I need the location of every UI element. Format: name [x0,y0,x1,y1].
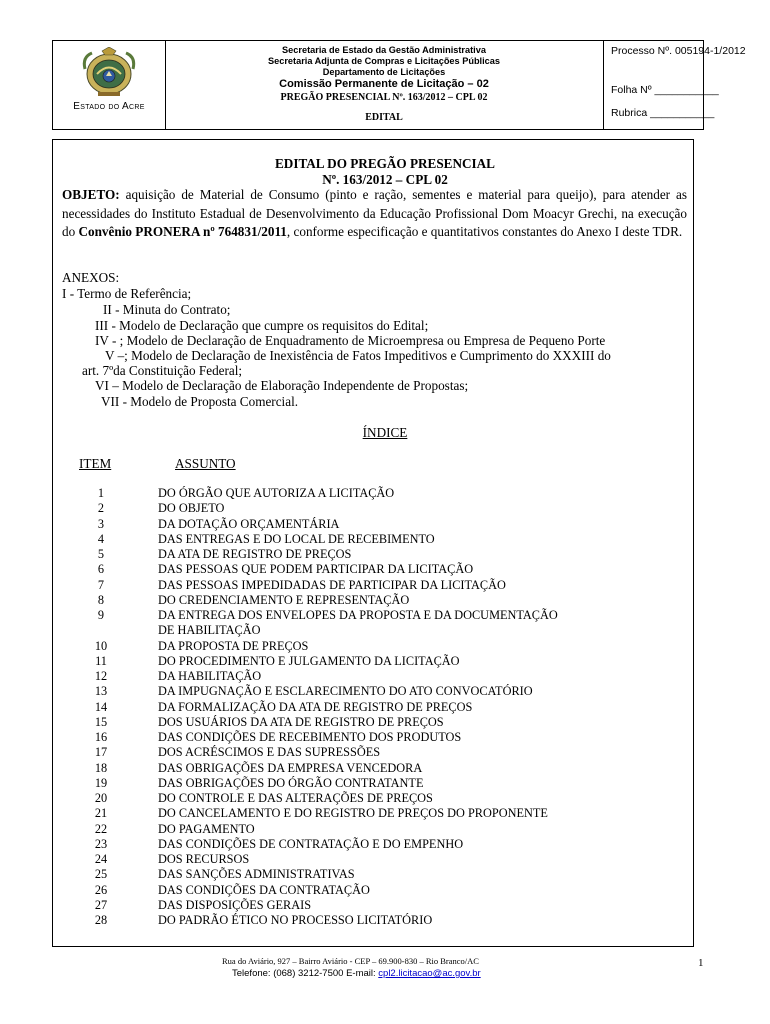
anexo-item: I - Termo de Referência; [62,286,192,301]
footer-phone: Telefone: (068) 3212-7500 E-mail: [232,968,379,979]
indice-item-number: 20 [94,791,108,805]
indice-item-number: 8 [97,592,105,607]
indice-item-subject: DAS OBRIGAÇÕES DA EMPRESA VENCEDORA [158,760,423,775]
indice-item-number: 13 [94,684,108,699]
state-coat-of-arms-logo [80,47,138,97]
indice-item-subject: DO PADRÃO ÉTICO NO PROCESSO LICITATÓRIO [158,913,433,927]
indice-item-number: 24 [94,852,108,866]
indice-item-subject: DAS CONDIÇÕES DE RECEBIMENTO DOS PRODUTOS [158,730,462,744]
anexo-item: VI – Modelo de Declaração de Elaboração Independente de Propostas; [95,378,469,393]
indice-item-subject: DOS USUÁRIOS DA ATA DE REGISTRO DE PREÇOS [158,714,444,729]
state-name-label: Estado do Acre [73,101,145,112]
indice-item-subject: DA ENTREGA DOS ENVELOPES DA PROPOSTA E DA DOCUMENTAÇÃO [158,608,558,622]
indice-item-subject: DA ATA DE REGISTRO DE PREÇOS [158,547,352,561]
indice-item-number: 7 [97,577,105,592]
indice-item-number: 25 [94,867,108,882]
indice-item-subject: DO CONTROLE E DAS ALTERAÇÕES DE PREÇOS [158,791,433,805]
indice-item-number: 10 [94,638,108,653]
indice-item-number: 19 [94,775,108,790]
header-line-comissao: Comissão Permanente de Licitação – 02 [279,78,489,90]
footer-contact [232,968,481,979]
indice-item-number: 5 [97,547,105,561]
indice-item-number: 17 [94,745,108,760]
objeto-convenio: Convênio PRONERA nº 764831/2011 [78,224,287,239]
indice-item-number: 18 [94,760,108,775]
indice-item-subject: DA DOTAÇÃO ORÇAMENTÁRIA [158,516,340,531]
indice-item-subject: DO CANCELAMENTO E DO REGISTRO DE PREÇOS DO PROPONENTE [158,806,548,821]
indice-item-subject: DAS PESSOAS IMPEDIDADAS DE PARTICIPAR DA LICITAÇÃO [158,577,506,592]
indice-item-subject: DO OBJETO [158,501,225,516]
indice-item-subject: DO PROCEDIMENTO E JULGAMENTO DA LICITAÇÃO [158,653,460,668]
logo-cell [53,41,166,129]
indice-item-subject: DAS ENTREGAS E DO LOCAL DE RECEBIMENTO [158,531,435,546]
indice-item-number: 4 [97,531,105,546]
anexo-item: III - Modelo de Declaração que cumpre os requisitos do Edital; [95,318,429,333]
footer-email-link[interactable]: cpl2.licitacao@ac.gov.br [378,968,481,979]
anexos-heading: ANEXOS: [62,270,120,285]
edital-title: EDITAL DO PREGÃO PRESENCIAL [275,156,495,171]
indice-item-number: 1 [97,486,105,500]
objeto-label: OBJETO: [62,187,120,202]
indice-item-subject: DA FORMALIZAÇÃO DA ATA DE REGISTRO DE PREÇOS [158,699,473,714]
anexo-item: art. 7ºda Constituição Federal; [82,363,243,378]
indice-item-number: 28 [94,913,108,927]
header-line-departamento: Departamento de Licitações [322,67,446,77]
indice-item-number: 26 [94,882,108,897]
header-right-cell [603,41,746,129]
indice-item-number: 21 [94,806,108,821]
indice-item-number: 27 [94,897,108,912]
indice-item-number: 16 [94,730,108,744]
anexo-item: V –; Modelo de Declaração de Inexistência de Fatos Impeditivos e Cumprimento do XXXIII do [105,348,611,363]
indice-item-subject: DA PROPOSTA DE PREÇOS [158,638,309,653]
header-line-pregao: PREGÃO PRESENCIAL Nº. 163/2012 – CPL 02 [280,92,488,103]
indice-item-number: 14 [94,699,108,714]
indice-item-number: 23 [94,836,108,851]
indice-item-number: 12 [94,669,108,683]
indice-item-subject: DOS RECURSOS [158,852,250,866]
indice-item-number: 2 [97,501,105,516]
rubrica-field: Rubrica ___________ [611,107,715,119]
indice-col-item: ITEM [79,456,112,471]
anexo-item: II - Minuta do Contrato; [103,302,231,317]
header-center-cell [165,41,604,129]
folha-field: Folha Nº ___________ [611,84,719,96]
header-line-secretaria-adjunta: Secretaria Adjunta de Compras e Licitações Públicas [268,56,500,66]
indice-item-subject: DAS OBRIGAÇÕES DO ÓRGÃO CONTRATANTE [158,775,424,790]
indice-item-subject: DOS ACRÉSCIMOS E DAS SUPRESSÕES [158,745,381,760]
anexo-item: VII - Modelo de Proposta Comercial. [101,394,299,409]
edital-number: Nº. 163/2012 – CPL 02 [322,172,448,187]
objeto-text-2: , conforme especificação e quantitativos constantes do Anexo I deste TDR. [286,224,683,239]
footer-address: Rua do Aviário, 927 – Bairro Aviário - CEP – 69.900-830 – Rio Branco/AC [222,956,479,966]
indice-item-subject: DO CREDENCIAMENTO E REPRESENTAÇÃO [158,592,410,607]
indice-item-subject: DO PAGAMENTO [158,821,255,836]
indice-item-number: 3 [97,516,105,531]
header-line-edital: EDITAL [365,112,403,123]
document-header [52,40,746,130]
indice-item-subject: DO ÓRGÃO QUE AUTORIZA A LICITAÇÃO [158,486,395,500]
anexo-item: IV - ; Modelo de Declaração de Enquadramento de Microempresa ou Empresa de Pequeno Porte [95,333,606,348]
indice-item-subject: DAS SANÇÕES ADMINISTRATIVAS [158,867,355,882]
indice-item-number: 11 [95,653,107,668]
indice-col-assunto: ASSUNTO [175,456,236,471]
indice-item-number: 15 [94,714,108,729]
indice-item-number: 22 [94,821,108,836]
page-number: 1 [698,957,704,969]
indice-item-subject: DE HABILITAÇÃO [158,623,261,638]
indice-title: ÍNDICE [362,425,408,440]
indice-item-subject: DAS CONDIÇÕES DA CONTRATAÇÃO [158,882,370,897]
objeto-paragraph [62,186,687,242]
processo-number: Processo Nº. 005194-1/2012 [611,45,746,57]
indice-item-number: 9 [97,608,105,622]
indice-item-subject: DAS PESSOAS QUE PODEM PARTICIPAR DA LICITAÇÃO [158,562,474,577]
indice-item-subject: DAS CONDIÇÕES DE CONTRATAÇÃO E DO EMPENHO [158,836,464,851]
indice-item-number: 6 [97,562,105,577]
objeto-text-1: aquisição de Material de Consumo (pinto e ração, sementes e material para queijo), para atender as necessidades do Instituto Estadual de Desenvolvimento da Educação Profissional Dom Moacyr Grechi, na execução do [62,187,687,239]
header-line-secretaria: Secretaria de Estado da Gestão Administrativa [282,45,486,55]
indice-item-subject: DA IMPUGNAÇÃO E ESCLARECIMENTO DO ATO CONVOCATÓRIO [158,684,533,699]
indice-item-subject: DA HABILITAÇÃO [158,669,262,683]
indice-item-subject: DAS DISPOSIÇÕES GERAIS [158,897,312,912]
